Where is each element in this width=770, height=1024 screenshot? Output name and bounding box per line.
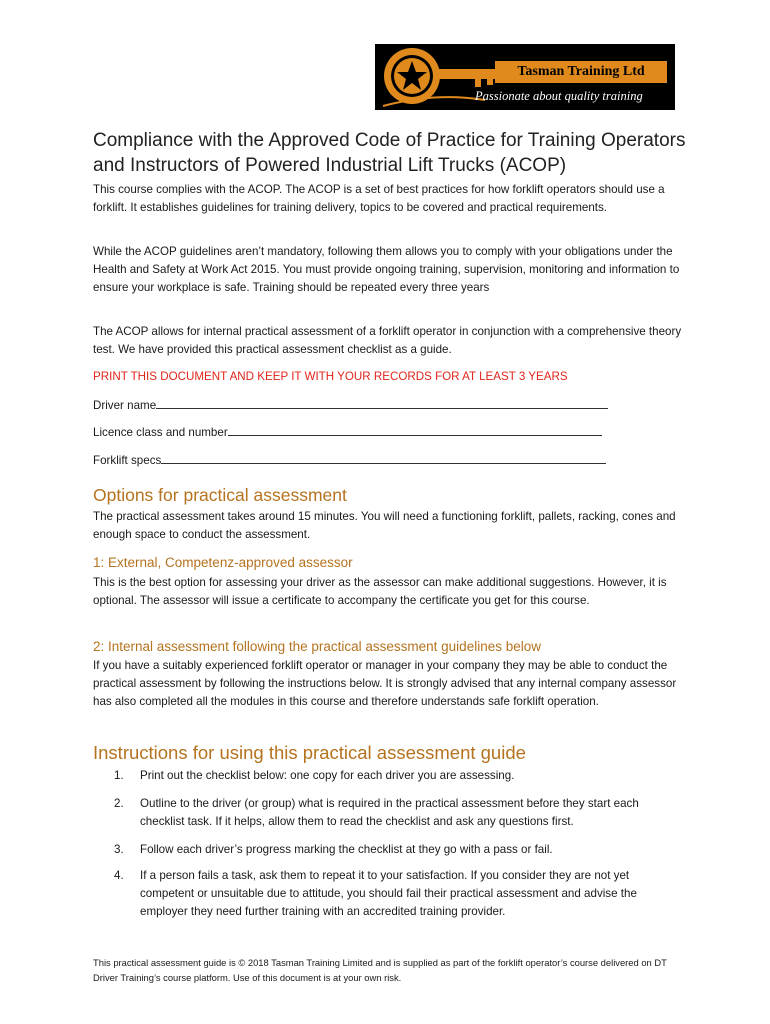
- option-2-text: If you have a suitably experienced forklift operator or manager in your company they may be able to conduct the practical assessment by following the instructions below. It is strongly advised that any internal company assessor has also completed all the modules in this course and therefore understands safe forklift operation.: [93, 659, 677, 708]
- option-1-text: This is the best option for assessing your driver as the assessor can make additional suggestions. However, it is optional. The assessor will issue a certificate to accompany the certificate you get for this course.: [93, 576, 667, 607]
- list-item: If a person fails a task, ask them to repeat it to your satisfaction. If you consider they are not yet competent or unsuitable due to attitude, you should fail their practical assessment and advise the employer they need further training with an accredited training provider.: [140, 869, 637, 918]
- list-item-number: 1.: [114, 769, 124, 782]
- logo-company-name: Tasman Training Ltd: [495, 61, 667, 83]
- list-item-number: 2.: [114, 797, 124, 810]
- forklift-specs-line[interactable]: [161, 451, 606, 464]
- list-item: Print out the checklist below: one copy for each driver you are assessing.: [140, 769, 515, 782]
- footer-copyright: This practical assessment guide is © 2018 Tasman Training Limited and is supplied as part of the forklift operator’s course delivered on DT Driver Training’s course platform. Use of this document is at your own risk.: [93, 957, 667, 983]
- forklift-specs-label: Forklift specs: [93, 454, 162, 467]
- list-item: Follow each driver’s progress marking the checklist at they go with a pass or fail.: [140, 843, 553, 856]
- intro-paragraph-3: The ACOP allows for internal practical assessment of a forklift operator in conjunction with a comprehensive theory test. We have provided this practical assessment checklist as a guide.: [93, 325, 682, 356]
- option-2-heading: 2: Internal assessment following the practical assessment guidelines below: [93, 639, 541, 654]
- options-heading: Options for practical assessment: [93, 485, 347, 505]
- list-item-number: 4.: [114, 869, 124, 882]
- list-item: Outline to the driver (or group) what is required in the practical assessment before they start each checklist task. If it helps, allow them to read the checklist and ask any questions first.: [140, 797, 639, 828]
- licence-label: Licence class and number: [93, 426, 228, 439]
- intro-paragraph-2: While the ACOP guidelines aren’t mandatory, following them allows you to comply with your obligations under the Health and Safety at Work Act 2015. You must provide ongoing training, supervision, monitoring and information to ensure your workplace is safe. Training should be repeated every three years: [93, 245, 680, 294]
- instructions-heading: Instructions for using this practical assessment guide: [93, 742, 526, 763]
- options-intro: The practical assessment takes around 15 minutes. You will need a functioning forklift, pallets, racking, cones and enough space to conduct the assessment.: [93, 510, 676, 541]
- company-logo: [375, 44, 675, 110]
- list-item-number: 3.: [114, 843, 124, 856]
- driver-name-line[interactable]: [156, 396, 608, 409]
- option-1-heading: 1: External, Competenz-approved assessor: [93, 555, 353, 570]
- driver-name-field[interactable]: [93, 396, 608, 415]
- logo-tagline: Passionate about quality training: [475, 89, 643, 103]
- page-title: Compliance with the Approved Code of Practice for Training Operators and Instructors of Powered Industrial Lift Trucks (ACOP): [93, 130, 686, 176]
- intro-paragraph-1: This course complies with the ACOP. The ACOP is a set of best practices for how forklift operators should use a forklift. It establishes guidelines for training delivery, topics to be covered and practical requirements.: [93, 183, 665, 214]
- retention-warning: PRINT THIS DOCUMENT AND KEEP IT WITH YOUR RECORDS FOR AT LEAST 3 YEARS: [93, 370, 568, 383]
- driver-name-label: Driver name: [93, 399, 157, 412]
- forklift-specs-field[interactable]: [93, 451, 606, 470]
- licence-field[interactable]: [93, 423, 602, 442]
- licence-line[interactable]: [228, 423, 602, 436]
